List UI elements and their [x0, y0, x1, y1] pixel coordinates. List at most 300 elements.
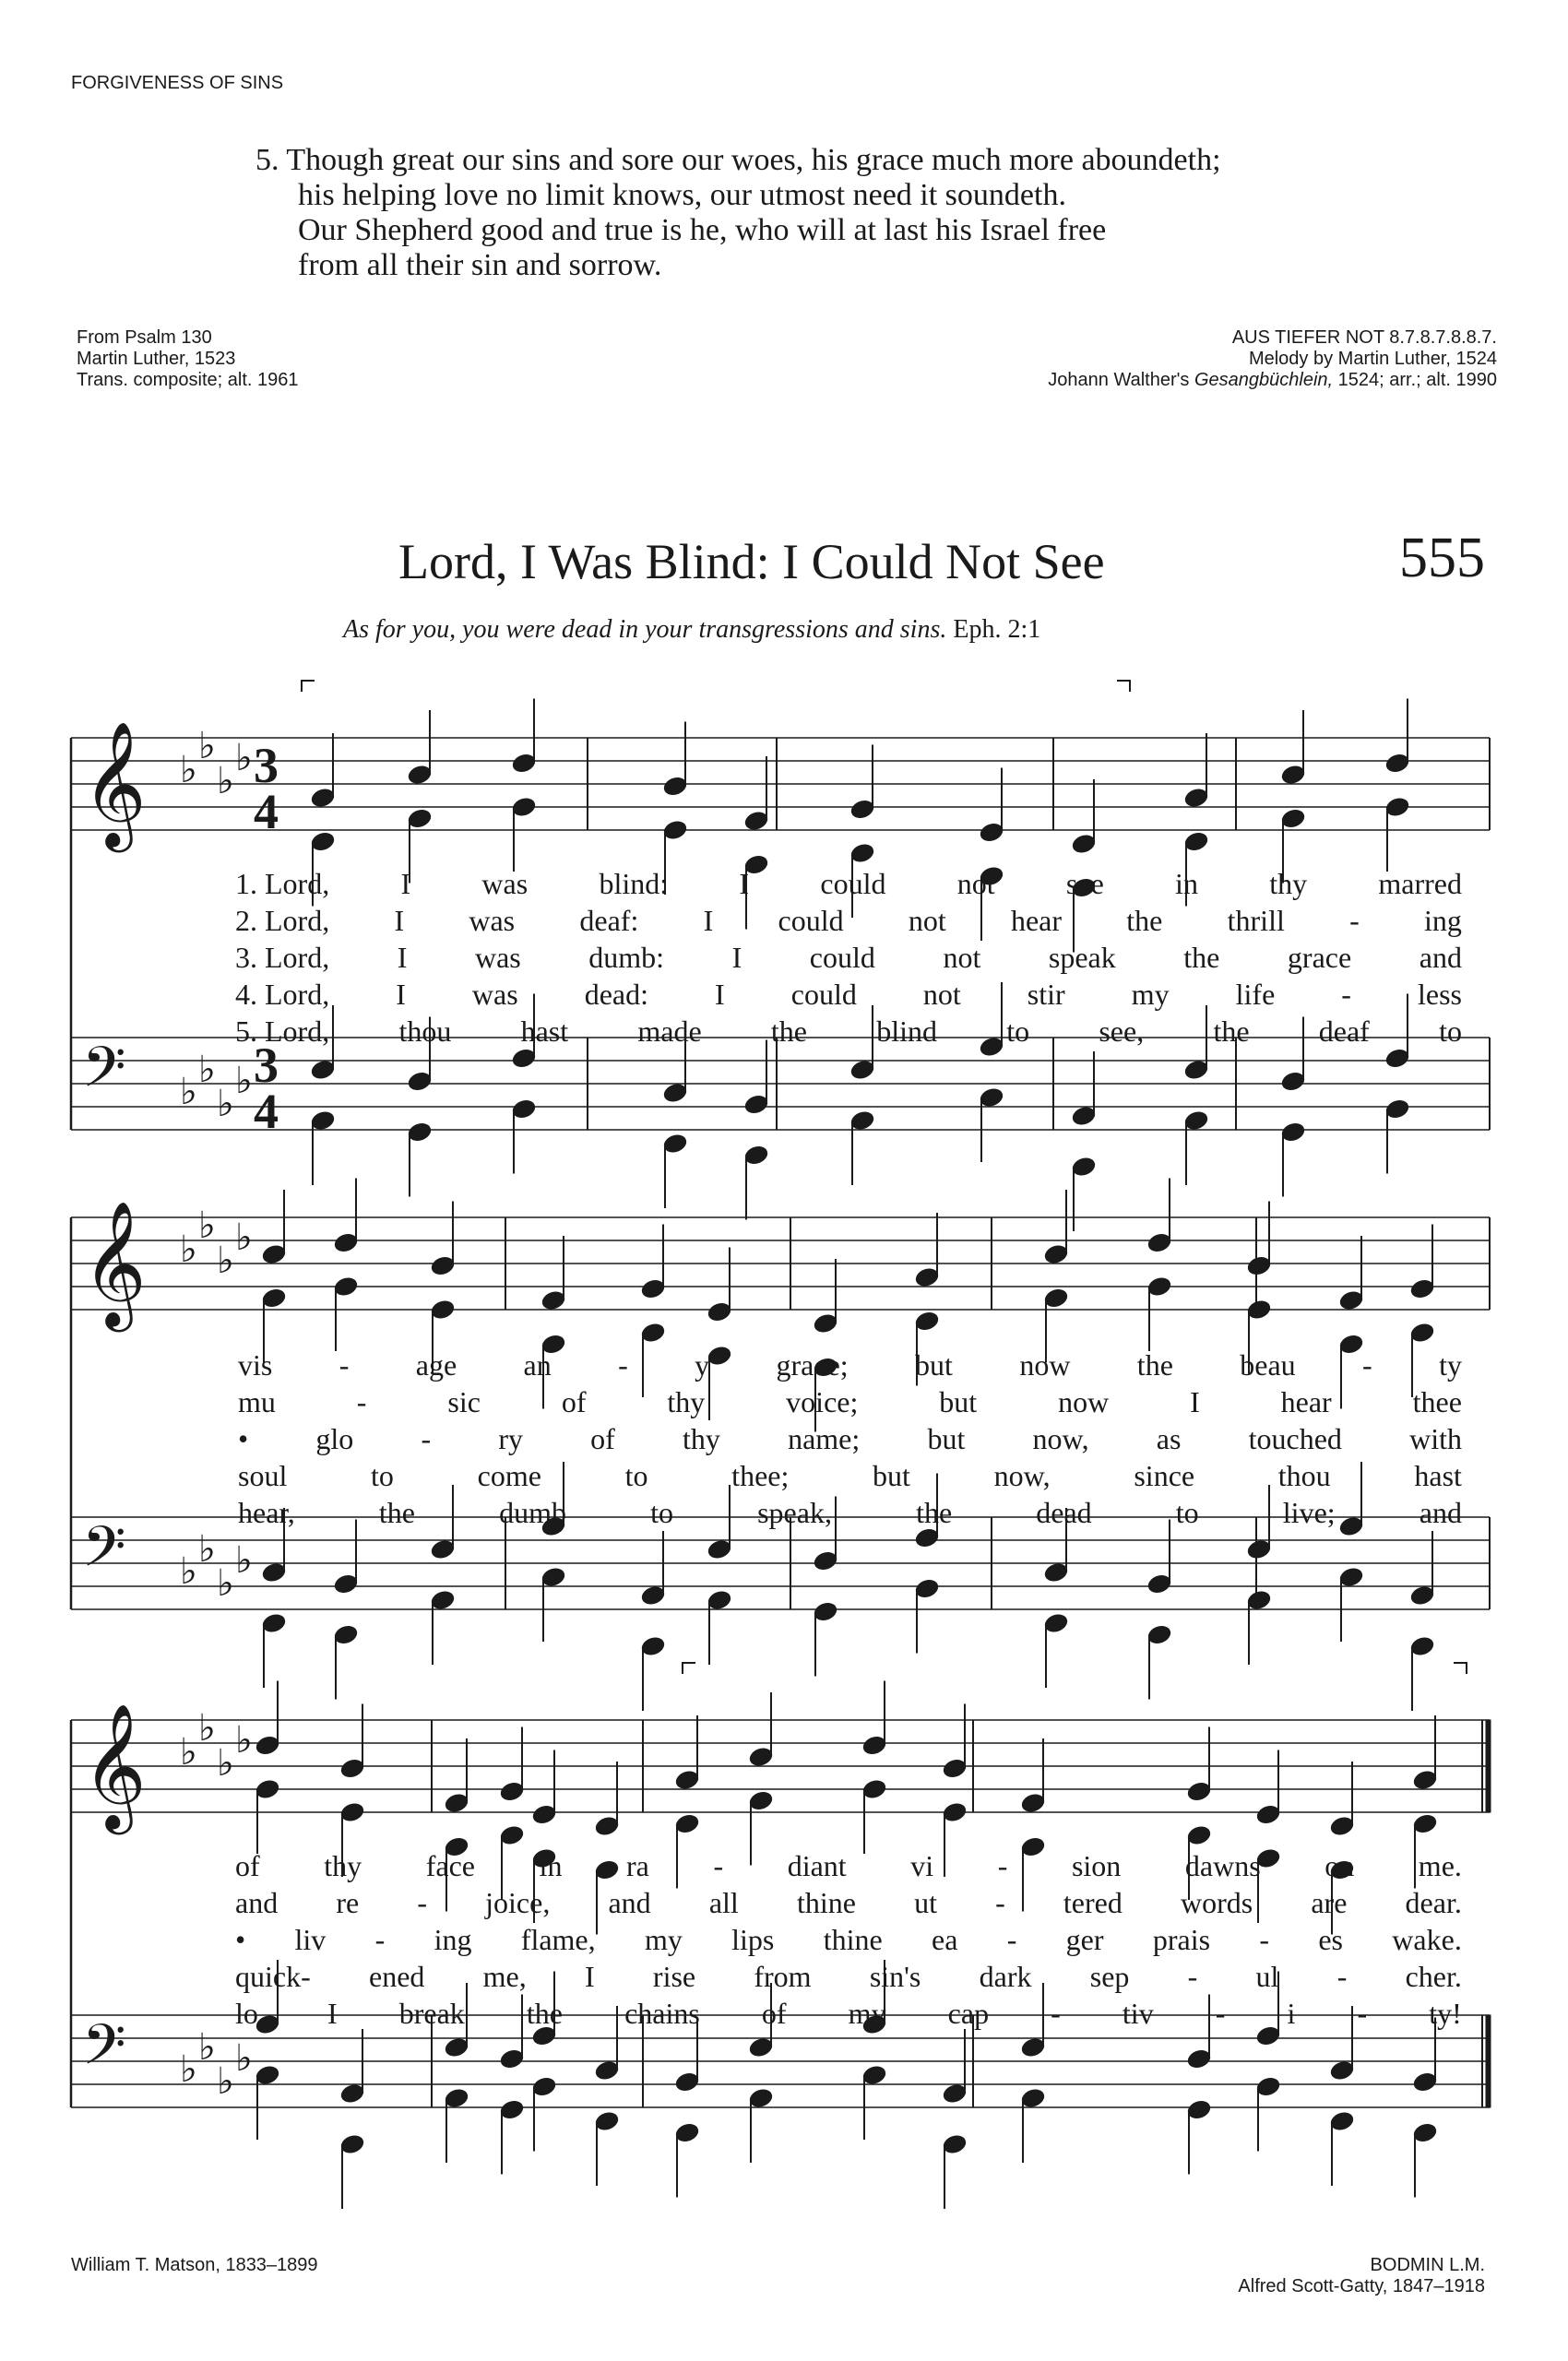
lyric-syllable: since	[1134, 1459, 1195, 1492]
note-head	[1146, 1623, 1172, 1645]
lyric-syllable: now,	[1032, 1422, 1089, 1455]
note-head	[339, 1757, 365, 1779]
lyric-syllable: lips	[731, 1923, 775, 1956]
note-head	[861, 2013, 887, 2035]
note-head	[1338, 1515, 1364, 1537]
note-head	[979, 1086, 1004, 1109]
note-head	[531, 1847, 557, 1869]
lyric-syllable: speak	[1048, 941, 1116, 974]
note-head	[531, 2075, 557, 2097]
phrase-bracket-left	[302, 681, 315, 692]
treble-clef-icon: 𝄞	[82, 1706, 147, 1827]
note-head	[914, 1266, 940, 1288]
lyric-syllable: sep	[1089, 1960, 1130, 1993]
lyric-syllable: was	[474, 941, 521, 974]
lyric-syllable: the	[1126, 904, 1163, 937]
note-head	[444, 1835, 469, 1857]
note-head	[914, 1577, 940, 1599]
note-head	[1146, 1275, 1172, 1298]
note-head	[1280, 1121, 1306, 1143]
lyric-syllable: 3. Lord,	[235, 941, 330, 974]
lyric-syllable: hear,	[238, 1496, 295, 1529]
lyric-syllable: now	[1019, 1348, 1071, 1382]
lyric-syllable: -	[1259, 1923, 1270, 1956]
note-head	[1409, 1635, 1435, 1657]
arr-prefix: Johann Walther's	[1048, 370, 1194, 390]
note-head	[1146, 1231, 1172, 1253]
treble-clef-icon: 𝄞	[82, 1204, 147, 1324]
lyric-syllable: could	[809, 941, 875, 974]
note-head	[261, 1243, 287, 1265]
lyric-syllable: thou	[1277, 1459, 1331, 1492]
note-head	[1071, 1156, 1097, 1178]
lyric-syllable: I	[731, 941, 742, 974]
note-head	[333, 1623, 359, 1645]
lyric-syllable: as	[1156, 1422, 1182, 1455]
note-head	[1246, 1589, 1272, 1611]
note-head	[1246, 1538, 1272, 1560]
flat-icon: ♭	[198, 1204, 216, 1246]
lyric-syllable: touched	[1248, 1422, 1342, 1455]
note-head	[1255, 2075, 1281, 2097]
lyric-syllable: to	[371, 1459, 394, 1492]
note-head	[333, 1275, 359, 1298]
note-head	[849, 842, 875, 864]
lyric-syllable: thy	[683, 1422, 720, 1455]
flat-icon: ♭	[217, 2060, 234, 2102]
lyric-syllable: cher.	[1405, 1960, 1462, 1993]
note-head	[849, 1059, 875, 1081]
lyric-syllable: -	[1006, 1923, 1017, 1956]
lyric-syllable: soul	[238, 1459, 288, 1492]
note-head	[1338, 1566, 1364, 1588]
note-head	[444, 2036, 469, 2058]
note-head	[1329, 2110, 1355, 2132]
stanza-line: Our Shepherd good and true is he, who will at last his Israel free	[298, 213, 1107, 247]
lyric-syllable: re	[336, 1886, 360, 1919]
note-head	[1043, 1561, 1069, 1584]
bass-clef-icon: 𝄢	[82, 1038, 126, 1113]
lyric-syllable: 5. Lord,	[235, 1014, 330, 1048]
lyric-syllable: deaf	[1318, 1014, 1370, 1048]
lyric-syllable: I	[397, 941, 408, 974]
lyric-syllable: an	[523, 1348, 552, 1382]
tune-name: BODMIN L.M.	[1370, 2255, 1485, 2275]
note-head	[499, 1780, 525, 1802]
note-head	[1246, 1254, 1272, 1276]
lyric-syllable: on	[1324, 1849, 1355, 1882]
lyric-syllable: face	[425, 1849, 475, 1882]
lyric-syllable: but	[915, 1348, 953, 1382]
note-head	[1329, 2059, 1355, 2082]
lyric-syllable: less	[1417, 978, 1462, 1011]
note-head	[310, 1109, 336, 1132]
lyric-syllable: the	[1183, 941, 1220, 974]
lyric-syllable: tered	[1063, 1886, 1123, 1919]
lyric-syllable: come	[477, 1459, 541, 1492]
lyric-syllable: 1. Lord,	[235, 867, 330, 900]
note-head	[1329, 1858, 1355, 1880]
note-head	[861, 2064, 887, 2086]
note-head	[444, 2087, 469, 2109]
melody-credit: Melody by Martin Luther, 1524	[1248, 349, 1497, 369]
time-signature-bottom: 4	[254, 784, 279, 839]
note-head	[310, 830, 336, 852]
lyric-syllable: are	[1311, 1886, 1348, 1919]
lyric-syllable: -	[995, 1886, 1005, 1919]
flat-icon: ♭	[217, 1240, 234, 1281]
note-head	[674, 2121, 700, 2143]
note-head	[662, 1082, 688, 1104]
arr-suffix: 1524; arr.; alt. 1990	[1333, 370, 1497, 390]
note-head	[640, 1322, 666, 1344]
lyric-syllable: -	[374, 1923, 386, 1956]
note-head	[662, 1133, 688, 1155]
lyric-syllable: -	[1187, 1960, 1198, 1993]
lyric-syllable: cap	[947, 1997, 990, 2030]
note-head	[1255, 1803, 1281, 1825]
note-head	[707, 1345, 732, 1367]
note-head	[339, 2082, 365, 2105]
lyric-syllable: -	[1051, 1997, 1061, 2030]
lyric-syllable: glo	[315, 1422, 354, 1455]
note-head	[1183, 1109, 1209, 1132]
note-head	[255, 1734, 280, 1756]
flat-icon: ♭	[198, 725, 216, 766]
note-head	[942, 2133, 968, 2155]
lyric-syllable: to	[650, 1496, 673, 1529]
note-head	[540, 1566, 566, 1588]
note-head	[499, 2047, 525, 2070]
note-head	[1020, 1792, 1046, 1814]
lyric-syllable: not	[922, 978, 961, 1011]
note-head	[255, 2013, 280, 2035]
section-header: FORGIVENESS OF SINS	[71, 73, 284, 93]
phrase-bracket-right	[1117, 681, 1130, 692]
note-head	[1412, 2070, 1438, 2093]
note-head	[640, 1277, 666, 1299]
note-head	[813, 1600, 838, 1622]
note-head	[979, 821, 1004, 843]
note-head	[640, 1635, 666, 1657]
lyric-syllable: voice;	[786, 1385, 859, 1418]
lyric-syllable: ul	[1255, 1960, 1279, 1993]
note-head	[849, 1109, 875, 1132]
flat-icon: ♭	[217, 1742, 234, 1784]
lyric-syllable: made	[637, 1014, 702, 1048]
note-head	[748, 1746, 774, 1768]
hymn-number: 555	[1399, 527, 1485, 589]
time-signature-top: 3	[254, 738, 279, 793]
credit-line: From Psalm 130	[77, 327, 212, 348]
lyric-syllable: -	[1341, 978, 1351, 1011]
lyric-syllable: liv	[294, 1923, 327, 1956]
note-head	[430, 1589, 456, 1611]
bass-clef-icon: 𝄢	[82, 1517, 126, 1593]
lyric-syllable: y	[695, 1348, 710, 1382]
note-head	[914, 1526, 940, 1548]
lyric-syllable: my	[644, 1923, 683, 1956]
lyric-syllable: dead	[1036, 1496, 1092, 1529]
lyric-syllable: dawns	[1184, 1849, 1261, 1882]
lyric-syllable: in	[539, 1849, 563, 1882]
lyric-syllable: I	[400, 867, 411, 900]
note-head	[594, 1858, 620, 1880]
epigraph-reference: Eph. 2:1	[953, 615, 1041, 644]
lyric-syllable: I	[739, 867, 750, 900]
lyric-syllable: could	[790, 978, 857, 1011]
credit-line: Trans. composite; alt. 1961	[77, 370, 299, 390]
note-head	[540, 1515, 566, 1537]
lyric-syllable: hast	[520, 1014, 569, 1048]
note-head	[743, 1144, 769, 1166]
lyric-syllable: name;	[788, 1422, 861, 1455]
lyric-syllable: stir	[1027, 978, 1065, 1011]
note-head	[662, 775, 688, 797]
lyric-syllable: the	[378, 1496, 415, 1529]
note-head	[1409, 1277, 1435, 1299]
note-head	[594, 1815, 620, 1837]
note-head	[511, 752, 537, 774]
note-head	[813, 1549, 838, 1572]
note-head	[531, 2024, 557, 2047]
note-head	[499, 1824, 525, 1846]
note-head	[511, 1047, 537, 1069]
note-head	[1280, 1070, 1306, 1092]
lyric-syllable: the	[526, 1997, 563, 2030]
note-head	[594, 2059, 620, 2082]
note-head	[430, 1299, 456, 1321]
note-head	[1186, 1780, 1212, 1802]
flat-icon: ♭	[217, 1562, 234, 1604]
lyric-syllable: the	[770, 1014, 807, 1048]
flat-icon: ♭	[180, 2048, 197, 2090]
lyric-syllable: rise	[652, 1960, 696, 1993]
note-head	[407, 1070, 433, 1092]
lyric-syllable: and	[608, 1886, 651, 1919]
lyric-syllable: flame,	[520, 1923, 596, 1956]
flat-icon: ♭	[180, 749, 197, 790]
note-head	[979, 865, 1004, 887]
note-head	[1280, 807, 1306, 829]
lyric-syllable: tiv	[1122, 1997, 1154, 2030]
lyric-syllable: ened	[369, 1960, 425, 1993]
lyric-syllable: age	[415, 1348, 457, 1382]
note-head	[499, 2098, 525, 2120]
note-head	[1280, 764, 1306, 786]
lyric-syllable: I	[396, 978, 406, 1011]
lyric-syllable: marred	[1378, 867, 1462, 900]
note-head	[743, 853, 769, 875]
lyric-syllable: not	[943, 941, 981, 974]
lyric-syllable: see	[1065, 867, 1104, 900]
note-head	[861, 1734, 887, 1756]
note-head	[748, 2087, 774, 2109]
lyric-syllable: es	[1318, 1923, 1343, 1956]
lyric-syllable: deaf:	[579, 904, 639, 937]
arr-book: Gesangbüchlein,	[1194, 370, 1334, 390]
lyric-syllable: but	[873, 1459, 910, 1492]
lyric-syllable: thy	[1269, 867, 1308, 900]
stanza-line: 5. Though great our sins and sore our woes, his grace much more aboundeth;	[255, 143, 1221, 177]
lyric-syllable: i	[1287, 1997, 1296, 2030]
lyric-syllable: ra	[626, 1849, 649, 1882]
lyric-syllable: mu	[238, 1385, 276, 1418]
note-head	[1246, 1299, 1272, 1321]
lyric-syllable: quick-	[235, 1960, 311, 1993]
note-head	[674, 1812, 700, 1834]
note-head	[1409, 1584, 1435, 1607]
flat-icon: ♭	[180, 1550, 197, 1592]
note-head	[1020, 2087, 1046, 2109]
note-head	[813, 1356, 838, 1378]
lyric-syllable: to	[1439, 1014, 1462, 1048]
lyric-syllable: -	[1336, 1960, 1348, 1993]
lyric-syllable: I	[1190, 1385, 1200, 1418]
lyric-syllable: could	[778, 904, 844, 937]
flat-icon: ♭	[235, 1060, 253, 1101]
lyric-syllable: of	[761, 1997, 787, 2030]
lyric-syllable: -	[417, 1886, 427, 1919]
lyric-syllable: my	[1131, 978, 1170, 1011]
note-head	[979, 1036, 1004, 1058]
flat-icon: ♭	[180, 1071, 197, 1112]
lyric-syllable: dumb	[499, 1496, 566, 1529]
lyric-syllable: and	[235, 1886, 279, 1919]
lyric-syllable: the	[1213, 1014, 1250, 1048]
note-head	[1338, 1333, 1364, 1355]
lyric-syllable: to	[1006, 1014, 1030, 1048]
note-head	[748, 2036, 774, 2058]
flat-icon: ♭	[198, 1049, 216, 1090]
lyric-syllable: my	[848, 1997, 886, 2030]
note-head	[707, 1300, 732, 1323]
lyric-syllable: vi	[910, 1849, 934, 1882]
note-head	[339, 1801, 365, 1823]
lyric-syllable: with	[1409, 1422, 1462, 1455]
lyric-syllable: was	[481, 867, 529, 900]
lyric-syllable: dark	[979, 1960, 1032, 1993]
lyric-syllable: was	[469, 904, 516, 937]
note-head	[310, 787, 336, 809]
lyric-syllable: life	[1235, 978, 1276, 1011]
lyric-syllable: blind:	[599, 867, 669, 900]
lyric-syllable: was	[471, 978, 518, 1011]
note-head	[748, 1789, 774, 1811]
note-head	[407, 1121, 433, 1143]
note-head	[1183, 1059, 1209, 1081]
treble-clef-icon: 𝄞	[82, 724, 147, 845]
lyric-syllable: -	[713, 1849, 724, 1882]
lyric-syllable: ut	[914, 1886, 937, 1919]
note-head	[1020, 2036, 1046, 2058]
note-head	[255, 1778, 280, 1800]
note-head	[1186, 1824, 1212, 1846]
lyric-syllable: words	[1180, 1886, 1253, 1919]
note-head	[511, 1097, 537, 1120]
time-signature-bottom: 4	[254, 1084, 279, 1139]
lyric-syllable: ing	[434, 1923, 472, 1956]
flat-icon: ♭	[235, 737, 253, 778]
flat-icon: ♭	[217, 1083, 234, 1124]
lyric-syllable: hast	[1414, 1459, 1462, 1492]
lyric-syllable: thy	[667, 1385, 706, 1418]
note-head	[531, 1803, 557, 1825]
note-head	[1043, 1612, 1069, 1634]
note-head	[1146, 1572, 1172, 1595]
lyric-syllable: but	[927, 1422, 966, 1455]
flat-icon: ♭	[235, 1719, 253, 1761]
flat-icon: ♭	[217, 760, 234, 801]
epigraph-quote: As for you, you were dead in your transgressions and sins.	[343, 615, 947, 644]
note-head	[1183, 830, 1209, 852]
lyric-syllable: me,	[482, 1960, 527, 1993]
note-head	[261, 1287, 287, 1309]
lyric-syllable: from	[754, 1960, 812, 1993]
lyric-syllable: -	[1349, 904, 1360, 937]
lyric-syllable: joice,	[485, 1886, 551, 1919]
note-head	[1255, 1847, 1281, 1869]
lyric-syllable: thee	[1412, 1385, 1462, 1418]
lyric-syllable: break	[398, 1997, 465, 2030]
stanza-line: his helping love no limit knows, our utmost need it soundeth.	[298, 178, 1066, 212]
note-head	[1186, 2098, 1212, 2120]
lyric-syllable: wake.	[1392, 1923, 1462, 1956]
flat-icon: ♭	[198, 1707, 216, 1749]
lyric-syllable: and	[1419, 1496, 1462, 1529]
lyric-syllable: to	[1175, 1496, 1199, 1529]
note-head	[1071, 876, 1097, 898]
lyric-syllable: thy	[324, 1849, 362, 1882]
lyric-syllable: -	[1362, 1348, 1372, 1382]
lyric-syllable: of	[561, 1385, 587, 1418]
lyric-syllable: could	[820, 867, 886, 900]
stanza-line: from all their sin and sorrow.	[298, 248, 662, 282]
author-credit: William T. Matson, 1833–1899	[71, 2255, 318, 2275]
tune-credit	[1238, 2255, 1485, 2297]
lyric-syllable: •	[238, 1422, 249, 1455]
note-head	[942, 1801, 968, 1823]
lyric-syllable: -	[421, 1422, 432, 1455]
credit-line: Martin Luther, 1523	[77, 349, 236, 369]
lyric-syllable: now,	[993, 1459, 1051, 1492]
lyric-syllable: dumb:	[588, 941, 665, 974]
lyric-syllable: thou	[398, 1014, 452, 1048]
note-head	[674, 2070, 700, 2093]
flat-icon: ♭	[235, 1539, 253, 1581]
note-head	[1329, 1815, 1355, 1837]
note-head	[707, 1538, 732, 1560]
lyric-syllable: blind	[876, 1014, 937, 1048]
lyric-syllable: all	[708, 1886, 739, 1919]
lyric-syllable: -	[1215, 1997, 1226, 2030]
flat-icon: ♭	[198, 2026, 216, 2068]
note-head	[1412, 1812, 1438, 1834]
lyric-syllable: see,	[1099, 1014, 1145, 1048]
note-head	[914, 1310, 940, 1332]
lyric-syllable: the	[1136, 1348, 1173, 1382]
lyric-syllable: live;	[1282, 1496, 1336, 1529]
lyric-syllable: ea	[931, 1923, 958, 1956]
note-head	[674, 1769, 700, 1791]
note-head	[1384, 752, 1410, 774]
lyric-syllable: ing	[1424, 904, 1462, 937]
lyric-syllable: -	[339, 1348, 350, 1382]
note-head	[430, 1254, 456, 1276]
note-head	[640, 1584, 666, 1607]
lyric-syllable: hear	[1010, 904, 1063, 937]
note-head	[444, 1792, 469, 1814]
